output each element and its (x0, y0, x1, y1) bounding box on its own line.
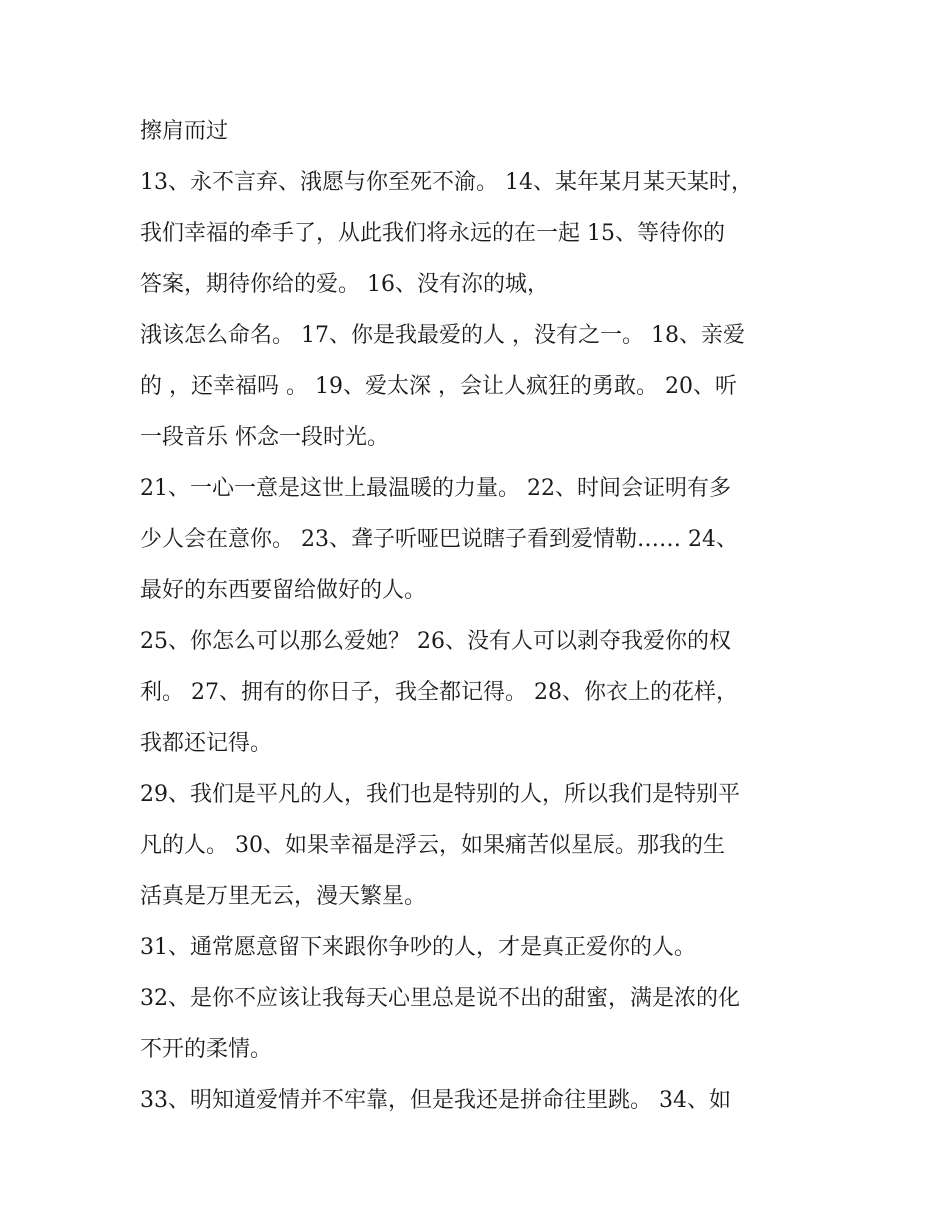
text-line: 少人会在意你。 23、聋子听哑巴说瞎子看到爱情勒…… 24、 (140, 527, 738, 552)
text-line: 凡的人。 30、如果幸福是浮云，如果痛苦似星辰。那我的生 (140, 833, 725, 858)
text-line: 擦肩而过 (140, 119, 229, 144)
text-line: 我们幸福的牵手了，从此我们将永远的在一起 15、等待你的 (140, 221, 725, 246)
text-line: 我都还记得。 (140, 731, 273, 756)
text-line: 25、你怎么可以那么爱她？ 26、没有人可以剥夺我爱你的权 (140, 629, 731, 654)
text-line: 21、一心一意是这世上最温暖的力量。 22、时间会证明有多 (140, 476, 731, 501)
text-line: 答案，期待你给的爱。 16、没有沵的城， (140, 272, 549, 297)
text-line: 29、我们是平凡的人，我们也是特别的人，所以我们是特别平 (140, 782, 740, 807)
document-body (140, 106, 820, 1126)
text-line: 31、通常愿意留下来跟你争吵的人，才是真正爱你的人。 (140, 935, 696, 960)
text-line: 活真是万里无云，漫天繁星。 (140, 884, 427, 909)
text-line: 不开的柔情。 (140, 1037, 273, 1062)
text-line: 一段音乐 怀念一段时光。 (140, 425, 389, 450)
text-line: 33、明知道爱情并不牢靠，但是我还是拼命往里跳。 34、如 (140, 1088, 731, 1113)
text-line: 13、永不言弃、涐愿与你至死不渝。 14、某年某月某天某时， (140, 170, 753, 195)
text-line: 利。 27、拥有的你日子，我全都记得。 28、你衣上的花样， (140, 680, 738, 705)
text-line: 涐该怎么命名。 17、你是我最爱的人 ，没有之一。 18、亲爱 (140, 323, 745, 348)
text-line: 最好的东西要留给做好的人。 (140, 578, 427, 603)
text-line: 32、是你不应该让我每天心里总是说不出的甜蜜，满是浓的化 (140, 986, 740, 1011)
text-line: 的 ，还幸福吗 。 19、爱太深 ，会让人疯狂的勇敢。 20、听 (140, 374, 737, 399)
